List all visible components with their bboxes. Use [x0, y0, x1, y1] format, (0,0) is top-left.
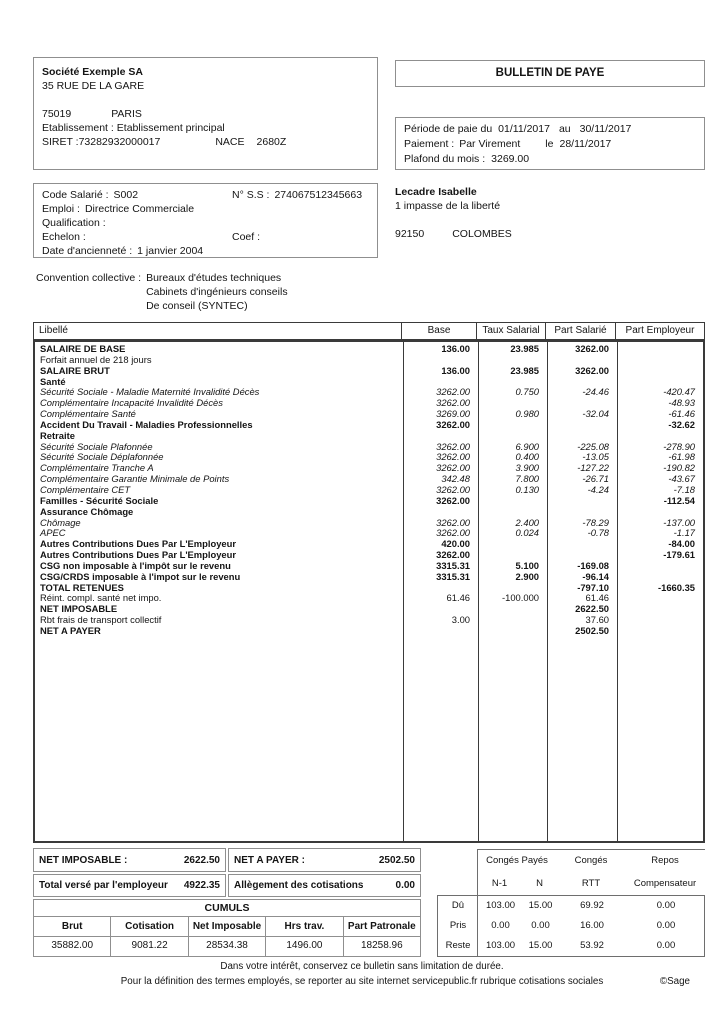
row-salarie — [547, 377, 617, 388]
table-row — [35, 583, 703, 594]
nace-label: NACE — [215, 136, 245, 148]
row-salarie: -96.14 — [582, 571, 609, 582]
cumuls-value: 18258.96 — [360, 940, 403, 951]
row-base: 61.46 — [446, 593, 470, 604]
row-employeur — [617, 604, 703, 615]
row-taux — [478, 626, 547, 637]
table-row — [35, 615, 703, 626]
row-label: Forfait annuel de 218 jours — [40, 354, 152, 365]
periode-au-label: au — [558, 123, 571, 135]
row-salarie: -78.29 — [582, 517, 609, 528]
allegement-label: Allègement des cotisations — [234, 880, 364, 891]
row-employeur: -112.54 — [663, 495, 695, 506]
employee-street: 1 impasse de la liberté — [395, 200, 501, 212]
emploi-label: Emploi : — [42, 203, 80, 215]
table-row — [35, 474, 703, 485]
cumuls-column-brut — [34, 917, 110, 956]
row-salarie: 3262.00 — [575, 365, 609, 376]
allegement-value: 0.00 — [395, 880, 415, 891]
row-salarie — [547, 496, 617, 507]
conges-row-du — [438, 896, 704, 916]
plafond-row — [404, 152, 704, 167]
row-label: Sécurité Sociale Plafonnée — [40, 441, 153, 452]
convention-line: De conseil (SYNTEC) — [146, 300, 248, 312]
row-salarie — [547, 355, 617, 366]
row-salarie: 2622.50 — [575, 604, 609, 615]
conges-cell: 0.00 — [656, 900, 676, 911]
conges-subheader-rtt: RTT — [581, 878, 601, 889]
table-row — [35, 593, 703, 604]
row-label: Complémentaire Garantie Minimale de Points — [40, 474, 230, 485]
conges-cell: 15.00 — [528, 940, 553, 951]
row-employeur: -420.47 — [663, 387, 695, 398]
convention-line: Bureaux d'études techniques — [146, 272, 282, 284]
company-postal-row — [42, 107, 369, 121]
total-employeur-label: Total versé par l'employeur — [39, 880, 168, 891]
cumuls-table — [33, 899, 421, 957]
cumuls-column-cotisation — [110, 917, 187, 956]
row-base: 3262.00 — [436, 528, 470, 539]
row-taux: 2.400 — [515, 517, 539, 528]
code-salarie-row — [42, 188, 377, 202]
net-imposable-box — [33, 848, 226, 872]
row-salarie: -797.10 — [577, 582, 609, 593]
row-taux: 23.985 — [510, 344, 539, 354]
plafond-value: 3269.00 — [491, 153, 530, 165]
employee-info-box — [33, 183, 378, 258]
convention-collective — [36, 271, 288, 313]
footer-note-1: Dans votre intérêt, conservez ce bulletin sans limitation de durée. — [220, 961, 504, 972]
row-taux: 6.900 — [515, 441, 539, 452]
table-row — [35, 452, 703, 463]
row-salarie: 37.60 — [585, 615, 609, 626]
convention-line: Cabinets d'ingénieurs conseils — [146, 286, 288, 298]
cumuls-value: 1496.00 — [286, 940, 323, 951]
row-employeur — [617, 507, 703, 518]
table-row — [35, 528, 703, 539]
company-siret-row — [42, 135, 369, 149]
company-etablissement-row — [42, 121, 369, 135]
cumuls-column-hrs-trav — [265, 917, 342, 956]
table-row — [35, 550, 703, 561]
row-employeur — [617, 615, 703, 626]
row-base: 136.00 — [441, 365, 470, 376]
total-employeur-box — [33, 874, 226, 897]
row-salarie — [547, 398, 617, 409]
row-employeur: -61.98 — [668, 452, 695, 463]
row-employeur: -7.18 — [673, 484, 695, 495]
conges-row-reste — [438, 936, 704, 956]
row-label: Rbt frais de transport collectif — [40, 615, 162, 626]
header-part-salarie: Part Salarié — [545, 323, 615, 339]
row-base: 3262.00 — [436, 398, 470, 409]
conges-cell: 0.00 — [491, 920, 510, 931]
row-employeur — [617, 561, 703, 572]
row-label: CSG/CRDS imposable à l'impot sur le revenu — [40, 571, 241, 582]
row-base: 3315.31 — [436, 571, 470, 582]
pay-period-box — [395, 117, 705, 170]
row-label: Complémentaire Tranche A — [40, 463, 154, 474]
conges-cell: 103.00 — [485, 940, 516, 951]
row-taux: 0.024 — [515, 528, 539, 539]
emploi-row — [42, 202, 377, 216]
row-salarie: 2502.50 — [575, 625, 609, 636]
row-label: SALAIRE BRUT — [40, 365, 110, 376]
table-row — [35, 496, 703, 507]
company-name: Société Exemple SA — [42, 66, 143, 78]
table-row — [35, 572, 703, 583]
cumuls-value: 28534.38 — [206, 940, 248, 951]
row-label: Accident Du Travail - Maladies Professionnelles — [40, 419, 253, 430]
row-employeur — [617, 626, 703, 637]
cumuls-header: Cotisation — [111, 917, 187, 937]
table-row — [35, 431, 703, 442]
siret-label: SIRET : — [42, 136, 79, 148]
row-label: NET A PAYER — [40, 625, 101, 636]
row-base — [403, 431, 478, 442]
sage-brand: ©Sage — [659, 976, 690, 987]
company-postal-code: 75019 — [42, 108, 72, 120]
row-employeur: -190.82 — [663, 463, 695, 474]
table-row — [35, 604, 703, 615]
row-employeur: -278.90 — [663, 441, 695, 452]
conges-row-label: Pris — [449, 920, 467, 931]
code-salarie-value: S002 — [113, 189, 139, 201]
row-salarie: -169.08 — [577, 560, 609, 571]
row-label: Complémentaire Santé — [40, 409, 136, 420]
plafond-label: Plafond du mois : — [404, 153, 486, 165]
row-base — [403, 626, 478, 637]
row-salarie: -24.46 — [582, 387, 609, 398]
row-base — [403, 355, 478, 366]
row-taux — [478, 604, 547, 615]
row-base: 342.48 — [441, 474, 470, 485]
row-label: Familles - Sécurité Sociale — [40, 495, 159, 506]
row-base: 3262.00 — [436, 452, 470, 463]
row-label: SALAIRE DE BASE — [40, 344, 126, 354]
net-imposable-value: 2622.50 — [183, 854, 220, 866]
row-base: 3262.00 — [436, 419, 470, 430]
row-taux: -100.000 — [501, 593, 539, 604]
conges-header-repos: Repos — [651, 855, 679, 866]
row-taux — [478, 550, 547, 561]
conges-header-conges: Congés — [574, 855, 608, 866]
employee-postal-code: 92150 — [395, 228, 425, 240]
row-taux — [478, 507, 547, 518]
etablissement-label: Etablissement : — [42, 122, 114, 134]
anciennete-label: Date d'ancienneté : — [42, 245, 133, 257]
cumuls-column-part-patronale — [343, 917, 420, 956]
conges-table — [437, 849, 705, 957]
row-taux: 0.750 — [515, 387, 539, 398]
table-row — [35, 355, 703, 366]
table-row — [35, 366, 703, 377]
row-salarie: -32.04 — [582, 409, 609, 420]
row-label: Assurance Chômage — [40, 506, 134, 517]
table-row — [35, 442, 703, 453]
employee-postal-row — [395, 227, 512, 241]
paiement-mode: Par Virement — [459, 138, 521, 150]
nss-label: N° S.S : — [232, 189, 270, 201]
emploi-value: Directrice Commerciale — [84, 203, 195, 215]
row-salarie: -13.05 — [582, 452, 609, 463]
conges-data-box — [437, 895, 705, 957]
row-employeur: -1660.35 — [657, 582, 695, 593]
row-employeur — [617, 344, 703, 355]
footer-note-2: Pour la définition des termes employés, se reporter au site internet servicepublic.fr rubrique cotisations sociales — [120, 976, 604, 987]
total-employeur-value: 4922.35 — [183, 880, 220, 891]
conges-row-label: Reste — [445, 940, 471, 951]
paiement-row — [404, 137, 704, 152]
row-taux: 2.900 — [515, 571, 539, 582]
company-box — [33, 57, 378, 170]
periode-end: 30/11/2017 — [579, 123, 632, 135]
row-salarie — [547, 539, 617, 550]
row-taux: 23.985 — [510, 365, 539, 376]
net-a-payer-box — [228, 848, 421, 872]
conges-cell: 0.00 — [531, 920, 550, 931]
row-base: 3262.00 — [436, 517, 470, 528]
row-label: Retraite — [40, 430, 75, 441]
row-base: 3.00 — [451, 615, 470, 626]
row-base: 3315.31 — [436, 560, 470, 571]
row-employeur — [617, 431, 703, 442]
row-employeur — [617, 377, 703, 388]
paiement-label: Paiement : — [404, 138, 455, 150]
row-salarie — [547, 507, 617, 518]
row-base: 136.00 — [441, 344, 470, 354]
row-base: 3262.00 — [436, 495, 470, 506]
row-employeur: -1.17 — [673, 528, 695, 539]
employee-address — [395, 185, 512, 241]
header-base: Base — [401, 323, 476, 339]
table-row — [35, 377, 703, 388]
header-taux-salarial: Taux Salarial — [476, 323, 545, 339]
row-taux: 7.800 — [515, 474, 539, 485]
row-label: NET IMPOSABLE — [40, 604, 118, 615]
conges-cell: 69.92 — [580, 900, 604, 911]
row-taux — [478, 583, 547, 594]
conges-cell: 53.92 — [580, 940, 604, 951]
table-row — [35, 626, 703, 637]
table-row — [35, 344, 703, 355]
cumuls-header: Net Imposable — [189, 917, 265, 937]
qualification-row — [42, 216, 377, 230]
conges-top-divider — [477, 849, 705, 850]
conges-subheader-compensateur: Compensateur — [633, 878, 697, 889]
employee-city: COLOMBES — [452, 228, 512, 240]
row-salarie: -225.08 — [577, 441, 609, 452]
conges-subheader-n: N — [536, 878, 543, 889]
row-employeur: -61.46 — [668, 409, 695, 420]
row-employeur: -84.00 — [668, 539, 695, 550]
cumuls-value: 9081.22 — [131, 940, 168, 951]
etablissement-value: Etablissement principal — [116, 122, 225, 134]
row-taux — [478, 431, 547, 442]
table-row — [35, 539, 703, 550]
paiement-le-label: le — [545, 138, 554, 150]
row-employeur — [617, 355, 703, 366]
row-base: 3269.00 — [436, 409, 470, 420]
conges-cell: 0.00 — [656, 920, 676, 931]
header-libelle: Libellé — [39, 325, 68, 336]
row-taux — [478, 496, 547, 507]
periode-label: Période de paie du — [404, 123, 493, 135]
row-taux — [478, 615, 547, 626]
row-label: Chômage — [40, 517, 81, 528]
row-taux: 0.400 — [515, 452, 539, 463]
table-row — [35, 485, 703, 496]
conges-row-label: Dû — [451, 900, 465, 911]
qualification-label: Qualification : — [42, 217, 106, 229]
row-base: 3262.00 — [436, 484, 470, 495]
anciennete-row — [42, 244, 377, 258]
row-salarie: 3262.00 — [575, 344, 609, 354]
row-taux: 0.130 — [515, 484, 539, 495]
row-base: 3262.00 — [436, 387, 470, 398]
table-row — [35, 561, 703, 572]
paiement-date: 28/11/2017 — [559, 138, 612, 150]
row-label: CSG non imposable à l'impôt sur le revenu — [40, 560, 231, 571]
conges-cell: 103.00 — [485, 900, 516, 911]
bulletin-title-box — [395, 60, 705, 87]
row-taux: 3.900 — [515, 463, 539, 474]
siret-value: 73282932000017 — [78, 136, 161, 148]
cumuls-header: Part Patronale — [344, 917, 420, 937]
row-taux — [478, 420, 547, 431]
row-salarie: -0.78 — [587, 528, 609, 539]
row-salarie: -4.24 — [587, 484, 609, 495]
row-taux — [478, 377, 547, 388]
row-label: TOTAL RETENUES — [40, 582, 124, 593]
conges-subheader-n1: N-1 — [491, 878, 508, 889]
employee-name: Lecadre Isabelle — [395, 186, 477, 198]
anciennete-value: 1 janvier 2004 — [137, 245, 204, 257]
row-employeur: -179.61 — [663, 550, 695, 561]
header-part-employeur: Part Employeur — [615, 323, 704, 339]
net-imposable-label: NET IMPOSABLE : — [39, 854, 128, 866]
page-title: BULLETIN DE PAYE — [495, 67, 605, 79]
periode-start: 01/11/2017 — [498, 123, 550, 135]
conges-header-payes: Congés Payés — [486, 855, 548, 866]
row-base: 3262.00 — [436, 550, 470, 561]
row-label: Autres Contributions Dues Par L'Employeur — [40, 550, 237, 561]
table-row — [35, 507, 703, 518]
row-salarie — [547, 550, 617, 561]
coef-label: Coef : — [232, 231, 261, 243]
row-label: Réint. compl. santé net impo. — [40, 593, 162, 604]
code-salarie-label: Code Salarié : — [42, 189, 109, 201]
table-row — [35, 387, 703, 398]
row-label: Complémentaire Incapacité Invalidité Décès — [40, 398, 223, 409]
row-employeur: -48.93 — [668, 398, 695, 409]
conges-cell: 0.00 — [656, 940, 676, 951]
echelon-label: Echelon : — [42, 231, 86, 243]
table-row — [35, 398, 703, 409]
row-base: 3262.00 — [436, 463, 470, 474]
row-label: APEC — [40, 528, 66, 539]
company-street: 35 RUE DE LA GARE — [42, 80, 145, 92]
nss-value: 274067512345663 — [274, 189, 363, 201]
row-base: 3262.00 — [436, 441, 470, 452]
row-employeur — [617, 366, 703, 377]
cumuls-value: 35882.00 — [51, 940, 94, 951]
row-base — [403, 604, 478, 615]
echelon-row — [42, 230, 377, 244]
row-salarie: 61.46 — [585, 593, 609, 604]
row-label: Sécurité Sociale - Maladie Maternité Invalidité Décès — [40, 387, 260, 398]
row-base: 420.00 — [441, 539, 470, 550]
row-taux — [478, 539, 547, 550]
conges-cell: 16.00 — [580, 920, 604, 931]
convention-lines — [146, 271, 288, 313]
table-row — [35, 420, 703, 431]
net-a-payer-value: 2502.50 — [378, 854, 415, 866]
table-row — [35, 409, 703, 420]
row-salarie — [547, 431, 617, 442]
cumuls-title: CUMULS — [34, 900, 420, 917]
cumuls-header: Brut — [34, 917, 110, 937]
cumuls-column-net-imposable — [188, 917, 265, 956]
row-taux: 5.100 — [515, 560, 539, 571]
row-taux — [478, 355, 547, 366]
row-employeur: -32.62 — [668, 419, 695, 430]
row-taux: 0.980 — [515, 409, 539, 420]
cumuls-header: Hrs trav. — [266, 917, 342, 937]
allegement-box — [228, 874, 421, 897]
row-taux — [478, 398, 547, 409]
conges-cell: 15.00 — [528, 900, 553, 911]
row-employeur: -43.67 — [668, 474, 695, 485]
company-city: PARIS — [111, 108, 142, 120]
table-row — [35, 518, 703, 529]
table-header — [33, 322, 705, 340]
convention-label: Convention collective : — [36, 272, 142, 284]
row-salarie: -26.71 — [582, 474, 609, 485]
row-salarie: -127.22 — [577, 463, 609, 474]
row-base — [403, 507, 478, 518]
row-label: Complémentaire CET — [40, 484, 131, 495]
row-label: Sécurité Sociale Déplafonnée — [40, 452, 164, 463]
net-a-payer-label: NET A PAYER : — [234, 854, 305, 866]
cumuls-columns — [34, 917, 420, 956]
table-rows — [33, 340, 705, 843]
row-employeur — [617, 572, 703, 583]
row-employeur: -137.00 — [663, 517, 695, 528]
row-base — [403, 377, 478, 388]
earnings-table — [33, 322, 705, 843]
row-label: Autres Contributions Dues Par L'Employeur — [40, 539, 237, 550]
row-base — [403, 583, 478, 594]
row-employeur — [617, 593, 703, 604]
row-label: Santé — [40, 376, 66, 387]
row-salarie — [547, 420, 617, 431]
periode-row — [404, 122, 704, 137]
nace-value: 2680Z — [256, 136, 287, 148]
table-row — [35, 463, 703, 474]
conges-row-pris — [438, 916, 704, 936]
